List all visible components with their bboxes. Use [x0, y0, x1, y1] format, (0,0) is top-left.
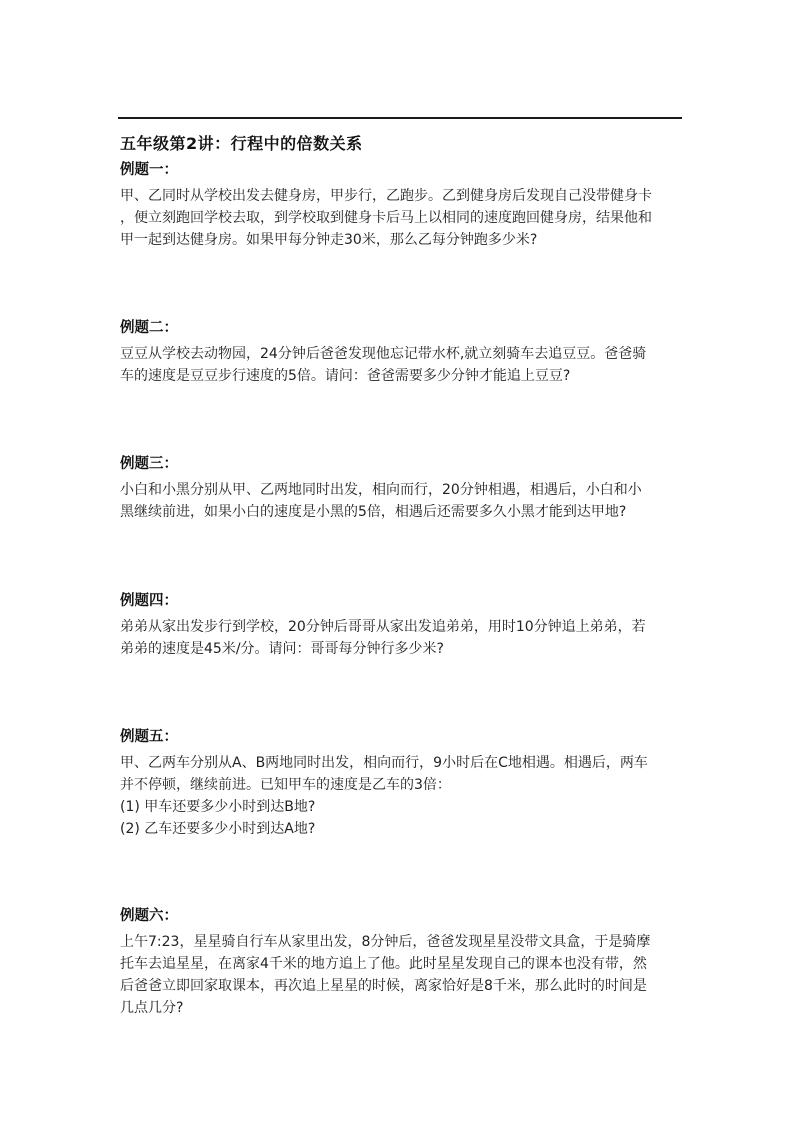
problem-2-line-2: 车的速度是豆豆步行速度的5倍。请问：爸爸需要多少分钟才能追上豆豆? [120, 368, 571, 384]
problem-2-line-1: 豆豆从学校去动物园，24分钟后爸爸发现他忘记带水杯,就立刻骑车去追豆豆。爸爸骑 [120, 346, 647, 362]
problem-1-line-2: ，便立刻跑回学校去取，到学校取到健身卡后马上以相同的速度跑回健身房，结果他和 [120, 210, 652, 226]
problem-4-heading: 例题四： [120, 593, 178, 609]
problem-3 [120, 454, 685, 523]
problem-4-line-1: 弟弟从家出发步行到学校，20分钟后哥哥从家出发追弟弟，用时10分钟追上弟弟，若 [120, 619, 646, 635]
problem-1-heading: 例题一： [120, 162, 178, 178]
problem-2-heading: 例题二： [120, 320, 178, 336]
problem-5-heading: 例题五： [120, 729, 178, 745]
problem-5-line-2: 并不停顿，继续前进。已知甲车的速度是乙车的3倍： [120, 777, 451, 793]
document-title: 五年级第2讲：行程中的倍数关系 [120, 134, 363, 153]
problem-3-text [120, 479, 685, 523]
problem-6-line-2: 托车去追星星，在离家4千米的地方追上了他。此时星星发现自己的课本也没有带，然 [120, 956, 647, 972]
problem-3-heading: 例题三： [120, 456, 178, 472]
problem-6-heading: 例题六： [120, 908, 178, 924]
problem-4 [120, 591, 685, 660]
problem-2 [120, 318, 685, 387]
problem-1 [120, 160, 685, 251]
problem-6-line-3: 后爸爸立即回家取课本，再次追上星星的时候，离家恰好是8千米，那么此时的时间是 [120, 978, 647, 994]
problem-5-text [120, 752, 685, 840]
problem-1-line-1: 甲、乙同时从学校出发去健身房，甲步行，乙跑步。乙到健身房后发现自己没带健身卡 [120, 188, 652, 204]
problem-4-line-2: 弟弟的速度是45米/分。请问：哥哥每分钟行多少米? [120, 641, 444, 657]
problem-4-text [120, 616, 685, 660]
problem-5-sub-question-2: (2) 乙车还要多少小时到达A地? [120, 821, 316, 837]
problem-3-line-1: 小白和小黑分别从甲、乙两地同时出发，相向而行，20分钟相遇，相遇后，小白和小 [120, 482, 642, 498]
problem-3-line-2: 黑继续前进，如果小白的速度是小黑的5倍，相遇后还需要多久小黑才能到达甲地? [120, 504, 627, 520]
problem-5-sub-question-1: (1) 甲车还要多少小时到达B地? [120, 799, 316, 815]
problem-6-text [120, 931, 685, 1019]
problem-6 [120, 906, 685, 1019]
problem-6-line-4: 几点几分? [120, 1000, 184, 1016]
header-rule [118, 117, 682, 119]
problem-5 [120, 727, 685, 840]
problem-2-text [120, 343, 685, 387]
problem-6-line-1: 上午7:23，星星骑自行车从家里出发，8分钟后，爸爸发现星星没带文具盒，于是骑摩 [120, 934, 651, 950]
problem-1-text [120, 185, 685, 251]
problem-1-line-3: 甲一起到达健身房。如果甲每分钟走30米，那么乙每分钟跑多少米? [120, 232, 538, 248]
problem-5-line-1: 甲、乙两车分别从A、B两地同时出发，相向而行，9小时后在C地相遇。相遇后，两车 [120, 755, 648, 771]
